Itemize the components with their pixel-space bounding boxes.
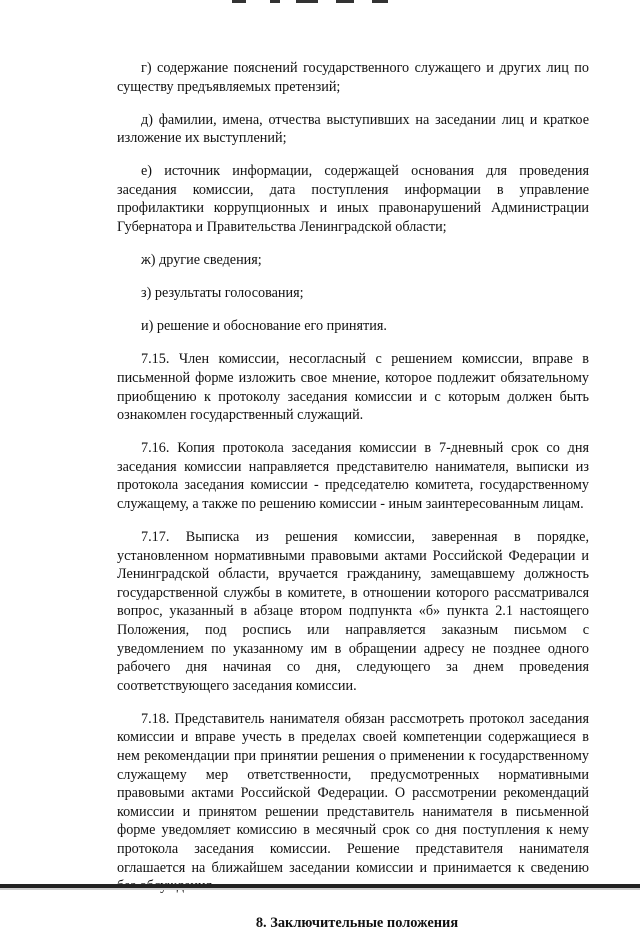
page-bottom-shadow: [0, 888, 640, 890]
paragraph-g: г) содержание пояснений государственного служащего и других лиц по существу предъявляемых претензий;: [117, 60, 589, 95]
clause-7-17: 7.17. Выписка из решения комиссии, заверенная в порядке, установленном нормативными правовыми актами Российской Федерации и Ленинградской области, вручается гражданину, замещавшему должность государственной службы в комитете, в отношении которого рассматривался вопрос, указанный в абзаце втором подпункта «б» пункта 2.1 настоящего Положения, под роспись или направляется заказным письмом с уведомлением по указанному им в обращении адресу не позднее одного рабочего дня начиная со дня, следующего за днем проведения соответствующего заседания комиссии.: [117, 529, 589, 694]
paragraph-d: д) фамилии, имена, отчества выступивших на заседании лиц и краткое изложение их выступлений;: [117, 111, 589, 147]
paragraph-z: з) результаты голосования;: [141, 285, 304, 302]
document-body: [117, 59, 589, 932]
paragraph-e: е) источник информации, содержащей основания для проведения заседания комиссии, дата поступления информации в управление профилактики коррупционных и иных правонарушений Администрации Губернатора и Правительства Ленинградской области;: [117, 163, 589, 235]
paragraph-zh: ж) другие сведения;: [141, 251, 262, 268]
paragraph-i: и) решение и обоснование его принятия.: [141, 318, 387, 335]
clause-7-15: 7.15. Член комиссии, несогласный с решением комиссии, вправе в письменной форме изложить свое мнение, которое подлежит обязательному приобщению к протоколу заседания комиссии и с которым должен быть ознакомлен государственный служащий.: [117, 351, 589, 424]
section-heading: 8. Заключительные положения: [255, 914, 459, 931]
page-top-scan-marks: [232, 0, 402, 6]
clause-7-18: 7.18. Представитель нанимателя обязан рассмотреть протокол заседания комиссии и вправе учесть в пределах своей компетенции содержащиеся в нем рекомендации при принятии решения о применении к государственному служащему мер ответственности, предусмотренных нормативными правовыми актами Российской Федерации. О рассмотрении рекомендаций комиссии и принятом решении представитель нанимателя в письменной форме уведомляет комиссию в месячный срок со дня поступления к нему протокола заседания комиссии. Решение представителя нанимателя оглашается на ближайшем заседании комиссии и принимается к сведению: [117, 710, 589, 876]
clause-7-16: 7.16. Копия протокола заседания комиссии в 7-дневный срок со дня заседания комиссии направляется представителю нанимателя, выписки из протокола заседания комиссии - председателю комитета, государственному служащему, а также по решению комиссии - иным заинтересованным лицам.: [117, 440, 589, 513]
